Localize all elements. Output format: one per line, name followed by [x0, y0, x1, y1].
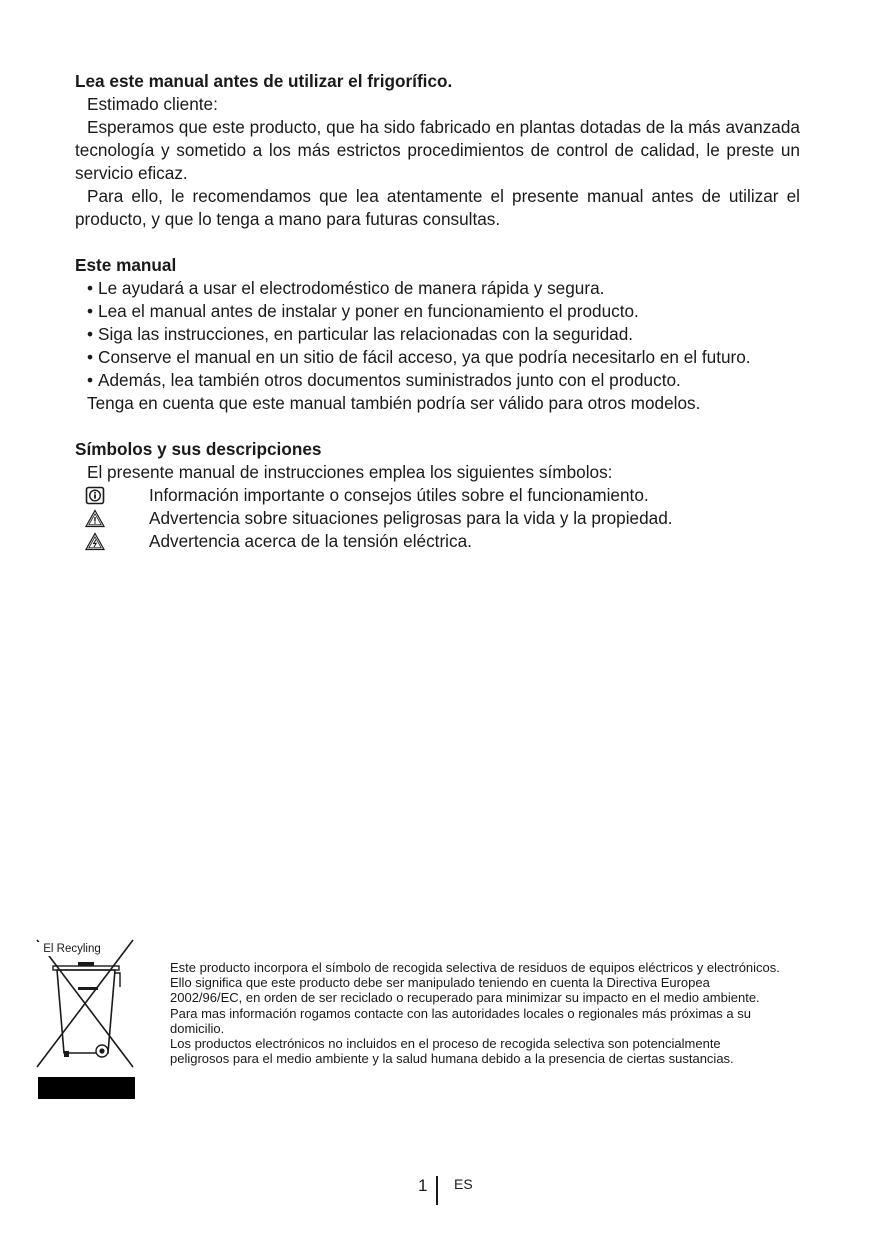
intro-paragraph-2: Para ello, le recomendamos que lea atentamente el presente manual antes de utilizar el producto, y que lo tenga a mano para futuras consultas. [75, 186, 800, 229]
symbols-intro: El presente manual de instrucciones emplea los siguientes símbolos: [87, 462, 613, 482]
page-number: 1 [418, 1176, 428, 1195]
manual-heading: Este manual [75, 255, 177, 275]
info-icon [85, 486, 105, 505]
warning-icon [85, 509, 105, 528]
recycling-paragraph-2: Ello significa que este producto debe ser manipulado teniendo en cuenta la Directiva Europea 2002/96/EC, en orden de ser reciclado o recuperado para minimizar su impacto en el medio ambiente. Para mas información rogamos contacte con las autoridades locales o regionales más próximas a su domicilio. [170, 975, 760, 1036]
recycling-paragraph-3: Los productos electrónicos no incluidos en el proceso de recogida selectiva son potencialmente peligrosos para el medio ambiente y la salud humana debido a la presencia de ciertas sustancias. [170, 1036, 734, 1067]
intro-paragraph-1: Esperamos que este producto, que ha sido fabricado en plantas dotadas de la más avanzada tecnología y sometido a los más estrictos procedimientos de control de calidad, le preste un servicio eficaz. [75, 117, 800, 183]
list-item: • Además, lea también otros documentos suministrados junto con el producto. [87, 369, 800, 392]
recycling-label: El Recyling [26, 942, 118, 956]
intro-heading: Lea este manual antes de utilizar el frigorífico. [75, 71, 453, 91]
greeting: Estimado cliente: [87, 94, 218, 114]
footer-divider [436, 1176, 438, 1205]
symbol-row-electric [75, 530, 800, 553]
symbol-electric-description: Advertencia acerca de la tensión eléctrica. [149, 531, 472, 551]
electric-warning-icon [85, 532, 105, 551]
list-item: • Lea el manual antes de instalar y poner en funcionamiento el producto. [87, 300, 800, 323]
language-code: ES [454, 1176, 473, 1192]
symbol-row-info [75, 484, 800, 507]
recycling-paragraph-1: Este producto incorpora el símbolo de recogida selectiva de residuos de equipos eléctricos y electrónicos. [170, 960, 780, 975]
manual-note: Tenga en cuenta que este manual también podría ser válido para otros modelos. [87, 393, 701, 413]
list-item: • Siga las instrucciones, en particular las relacionadas con la seguridad. [87, 323, 800, 346]
recycling-bar [38, 1077, 135, 1099]
manual-bullet-list [75, 277, 800, 392]
list-item: • Conserve el manual en un sitio de fácil acceso, ya que podría necesitarlo en el futuro. [87, 346, 800, 369]
symbol-info-description: Información importante o consejos útiles sobre el funcionamiento. [149, 485, 649, 505]
list-item: • Le ayudará a usar el electrodoméstico de manera rápida y segura. [87, 277, 800, 300]
symbol-row-warning [75, 507, 800, 530]
symbol-warning-description: Advertencia sobre situaciones peligrosas para la vida y la propiedad. [149, 508, 673, 528]
symbols-heading: Símbolos y sus descripciones [75, 439, 322, 459]
manual-content [75, 70, 800, 553]
recycling-text [170, 960, 780, 1066]
